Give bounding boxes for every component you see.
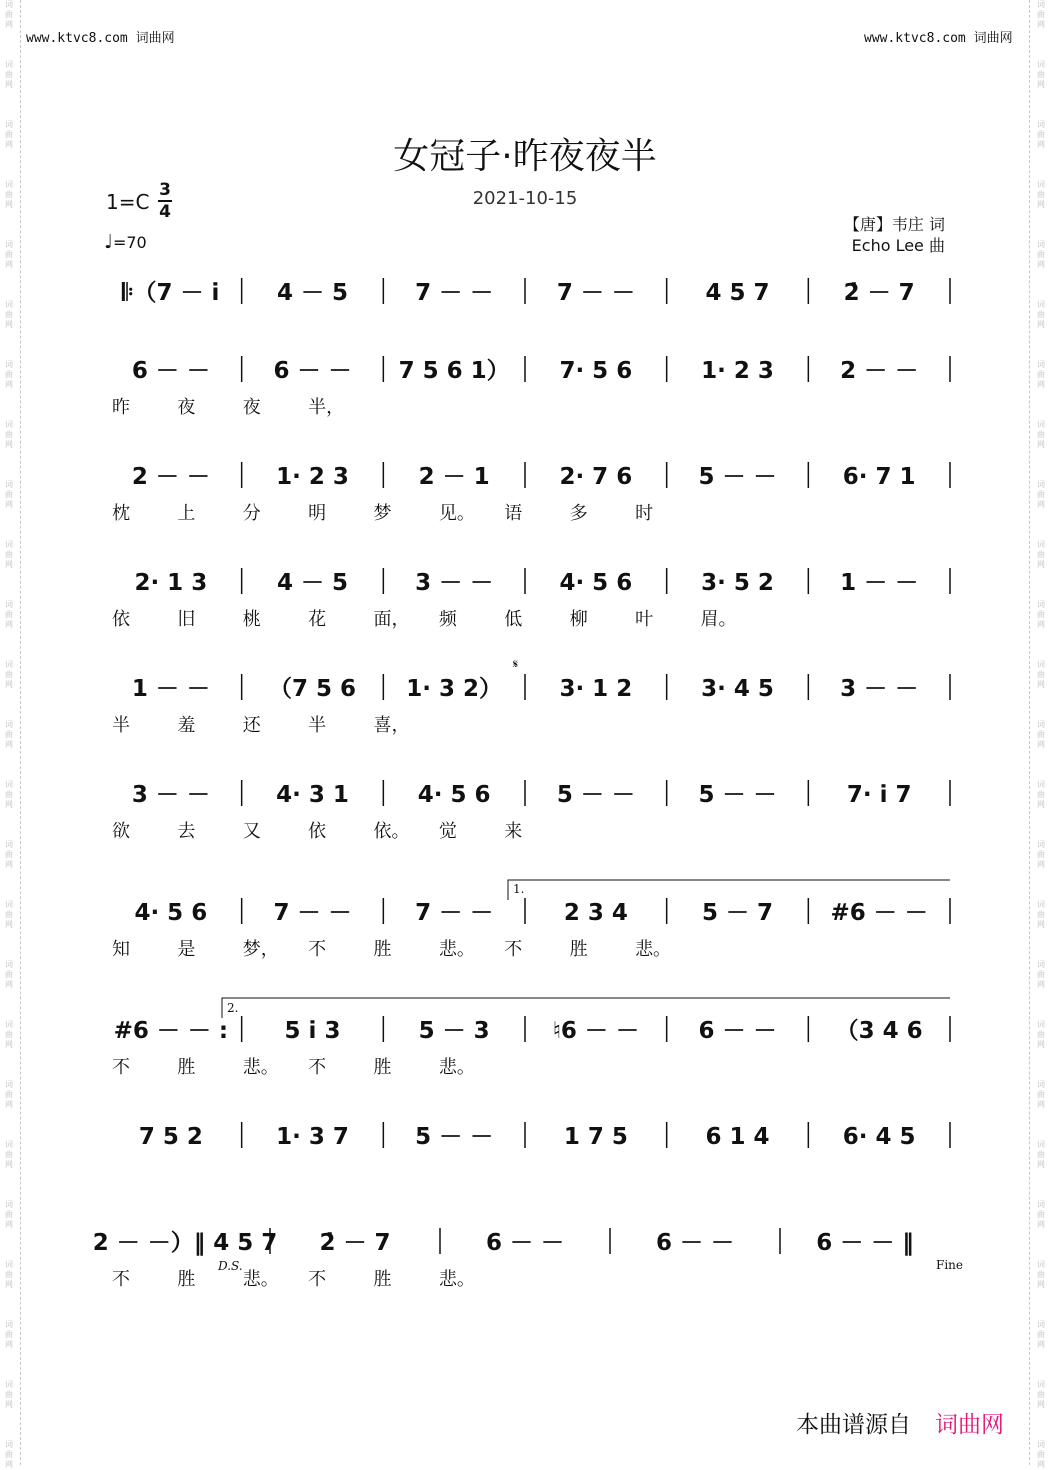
lyric-word: 半， [308,397,345,418]
ds-marking: D.S. [218,1259,243,1273]
song-date: 2021-10-15 [472,188,578,209]
watermark-mark: 词 曲 网 [1037,300,1045,329]
lyric-word: 不 [112,1057,130,1078]
measure-notes: （3 4 6 [835,1018,923,1044]
watermark-mark: 词 曲 网 [1037,120,1045,149]
measure-notes: 4 － 5 [276,280,349,306]
lyric-word: 半 [112,715,130,736]
measure-notes: 3· 1 2 [559,676,633,702]
quarter-note-icon: ♩ [104,231,113,253]
segno-sign: 𝄋 [513,657,519,671]
lyric-word: 梦 [373,503,392,524]
measure-notes: 6 － － [698,1018,777,1044]
measure-notes: 1· 3 7 [276,1124,349,1150]
key-signature: 1=C [106,190,150,214]
composer-credit: Echo Lee 曲 [851,236,945,255]
lyric-word: 低 [504,609,523,630]
measure-notes: 3· 4 5 [701,676,774,702]
lyric-word: 依 [112,609,130,630]
lyric-word: 夜 [177,397,196,418]
measure-notes: 7 5 6 1） [398,358,510,384]
lyric-word: 眉。 [700,609,737,630]
lyric-word: 面， [373,609,410,630]
lyric-word: 悲。 [242,1269,279,1290]
lyric-word: 悲。 [438,939,475,960]
lyric-word: 欲 [112,821,130,842]
watermark-mark: 词 曲 网 [1037,960,1045,989]
lyric-word: 来 [504,821,523,842]
measure-notes: 1 － － [131,676,210,702]
watermark-mark: 词 曲 网 [1037,1440,1045,1469]
lyric-word: 胜 [177,1057,196,1078]
watermark-mark: 词 曲 网 [1037,840,1045,869]
watermark-mark: 词 曲 网 [5,660,13,689]
measure-notes: 6 － － ‖ [816,1230,914,1256]
measure-notes: 6 1 4 [705,1124,770,1150]
watermark-mark: 词 曲 网 [1037,60,1045,89]
watermark-mark: 词 曲 网 [5,540,13,569]
measure-notes: 4 － 5 [276,570,349,596]
measure-notes: 7 － － [273,900,352,926]
lyric-word: 又 [242,821,261,842]
lyric-word: 多 [569,503,588,524]
watermark-mark: 词 曲 网 [5,180,13,209]
watermark-mark: 词 曲 网 [1037,660,1045,689]
watermark-mark: 词 曲 网 [5,1380,13,1409]
watermark-mark: 词 曲 网 [1037,1260,1045,1289]
lyric-word: 语 [504,503,523,524]
lyric-word: 知 [112,939,130,960]
measure-notes: 6 － － [131,358,210,384]
lyric-word: 悲。 [242,1057,279,1078]
watermark-mark: 词 曲 网 [1037,0,1045,29]
watermark-mark: 词 曲 网 [1037,600,1045,629]
measure-notes: 2· 7 6 [559,464,633,490]
lyric-word: 见。 [438,503,475,524]
measure-notes: 5 － － [698,782,777,808]
lyric-word: 不 [112,1269,130,1290]
lyric-word: 悲。 [438,1269,475,1290]
measure-notes: 2 － －）‖ 4 5 7 [92,1230,278,1256]
measure-notes: 7 － － [556,280,635,306]
lyric-word: 胜 [373,1057,392,1078]
lyric-word: 还 [242,715,261,736]
watermark-mark: 词 曲 网 [5,0,13,29]
measure-notes: 6 － － [273,358,352,384]
lyric-word: 不 [504,939,523,960]
site-url-right[interactable]: www.ktvc8.com 词曲网 [864,31,1013,46]
lyric-word: 悲。 [438,1057,475,1078]
source-site-name[interactable]: 词曲网 [935,1412,1004,1438]
volta-bracket-1 [508,880,950,900]
watermark-mark: 词 曲 网 [1037,780,1045,809]
lyric-word: 分 [242,503,261,524]
measure-notes: #6 － － : [113,1018,229,1044]
watermark-mark: 词 曲 网 [1037,720,1045,749]
watermark-mark: 词 曲 网 [1037,360,1045,389]
measure-notes: 2 － 1 [418,464,490,490]
measure-notes: 7· i̇ 7 [846,782,912,808]
lyric-word: 枕 [112,503,130,524]
lyric-word: 夜 [242,397,261,418]
lyric-word: 觉 [438,821,457,842]
watermark-mark: 词 曲 网 [5,1140,13,1169]
watermark-mark: 词 曲 网 [1037,900,1045,929]
measure-notes: 5 － 3 [418,1018,490,1044]
measure-notes: 𝄆（7 － i̇ [122,280,220,306]
watermark-mark: 词 曲 网 [5,840,13,869]
measure-notes: 2 3 4 [563,900,628,926]
lyric-word: 是 [177,939,196,960]
watermark-mark: 词 曲 网 [5,960,13,989]
lyric-word: 羞 [177,715,196,736]
lyric-word: 桃 [242,609,261,630]
measure-notes: 6· 7 1 [842,464,916,490]
watermark-mark: 词 曲 网 [5,300,13,329]
lyric-word: 柳 [569,609,588,630]
measure-notes: （7 5 6 [268,676,357,702]
measure-notes: 5 － 7 [701,900,774,926]
meter-top: 3 [159,180,171,200]
lyric-word: 频 [438,609,457,630]
lyric-word: 悲。 [635,939,672,960]
lyric-word: 胜 [177,1269,196,1290]
watermark-mark: 词 曲 网 [5,1020,13,1049]
watermark-mark: 词 曲 网 [1037,540,1045,569]
site-url-left[interactable]: www.ktvc8.com 词曲网 [26,31,175,46]
fine-marking: Fine [936,1258,963,1272]
source-site-link[interactable] [935,1406,1004,1439]
measure-notes: 1· 2 3 [276,464,349,490]
watermark-mark: 词 曲 网 [5,1440,13,1469]
watermark-mark: 词 曲 网 [1037,180,1045,209]
measure-notes: 7· 5 6 [559,358,633,384]
measure-notes: 7 － － [415,900,494,926]
measure-notes: 7 5 2 [138,1124,203,1150]
watermark-mark: 词 曲 网 [5,240,13,269]
lyric-word: 喜， [373,715,410,736]
measure-notes: 2̇ － 7 [843,280,915,306]
volta-bracket-2 [222,998,950,1018]
measure-notes: 1· 2 3 [701,358,774,384]
watermark-mark: 词 曲 网 [5,420,13,449]
measure-notes: 2· 1 3 [134,570,208,596]
lyric-word: 叶 [635,609,654,630]
lyric-word: 胜 [373,1269,392,1290]
watermark-mark: 词 曲 网 [5,780,13,809]
measure-notes: 4· 5 6 [417,782,491,808]
watermark-mark: 词 曲 网 [1037,1020,1045,1049]
lyric-word: 胜 [373,939,392,960]
watermark-mark: 词 曲 网 [5,360,13,389]
lyric-word: 不 [308,1269,327,1290]
lyric-word: 胜 [569,939,588,960]
measure-notes: 1· 3 2） [406,676,503,702]
measure-notes: 6 － － [655,1230,735,1256]
lyric-word: 去 [177,821,196,842]
measure-notes: 3 － － [415,570,494,596]
watermark-mark: 词 曲 网 [5,60,13,89]
watermark-mark: 词 曲 网 [1037,1380,1045,1409]
watermark-mark: 词 曲 网 [5,1080,13,1109]
lyric-word: 上 [177,503,196,524]
watermark-mark: 词 曲 网 [5,720,13,749]
watermark-mark: 词 曲 网 [1037,1140,1045,1169]
watermark-mark: 词 曲 网 [1037,420,1045,449]
source-credit [796,1406,911,1439]
measure-notes: 6· 4 5 [842,1124,916,1150]
lyric-word: 花 [308,609,327,630]
measure-notes: 5 － － [556,782,635,808]
lyric-word: 依 [308,821,327,842]
watermark-mark: 词 曲 网 [1037,1320,1045,1349]
measure-notes: 4· 5 6 [134,900,208,926]
watermark-mark: 词 曲 网 [1037,240,1045,269]
lyric-word: 依。 [373,821,410,842]
lyric-word: 明 [308,503,327,524]
lyric-word: 时 [635,503,654,524]
measure-notes: ♮6 － － [552,1018,639,1044]
watermark-mark: 词 曲 网 [5,1320,13,1349]
volta-label-2: 2. [227,1001,239,1015]
watermark-mark: 词 曲 网 [1037,1080,1045,1109]
lyric-word: 不 [308,939,327,960]
measure-notes: 2 － － [131,464,210,490]
measure-notes: 4· 3 1 [276,782,349,808]
lyric-word: 半 [308,715,327,736]
measure-notes: 5 i̇ 3 [284,1018,341,1044]
lyricist-credit: 【唐】韦庄 词 [843,215,945,234]
measure-notes: 6 － － [485,1230,565,1256]
watermark-mark: 词 曲 网 [5,1200,13,1229]
measure-notes: 4· 5 6 [559,570,633,596]
measure-notes: 2̇ － 7 [319,1230,391,1256]
volta-label-1: 1. [513,882,525,896]
lyric-word: 昨 [112,397,130,418]
source-label: 本曲谱源自 [796,1412,911,1438]
watermark-mark: 词 曲 网 [5,600,13,629]
measure-notes: 5 － － [698,464,777,490]
measure-notes: 2 － － [840,358,919,384]
watermark-mark: 词 曲 网 [5,900,13,929]
lyric-word: 不 [308,1057,327,1078]
measure-notes: 7 － － [415,280,494,306]
tempo-value: =70 [112,233,147,252]
measure-notes: 5 － － [415,1124,494,1150]
meter-bottom: 4 [159,202,171,222]
measure-notes: 1 － － [840,570,919,596]
watermark-mark: 词 曲 网 [1037,480,1045,509]
measure-notes: 1 7 5 [563,1124,628,1150]
lyric-word: 梦， [242,939,279,960]
measure-notes: 4 5 7 [705,280,770,306]
measure-notes: 3 － － [840,676,919,702]
watermark-mark: 词 曲 网 [5,480,13,509]
song-title: 女冠子·昨夜夜半 [393,136,657,177]
watermark-mark: 词 曲 网 [1037,1200,1045,1229]
watermark-mark: 词 曲 网 [5,120,13,149]
watermark-mark: 词 曲 网 [5,1260,13,1289]
lyric-word: 旧 [177,609,196,630]
measure-notes: #6 － － [830,900,928,926]
measure-notes: 3 － － [131,782,210,808]
measure-notes: 3· 5 2 [701,570,774,596]
